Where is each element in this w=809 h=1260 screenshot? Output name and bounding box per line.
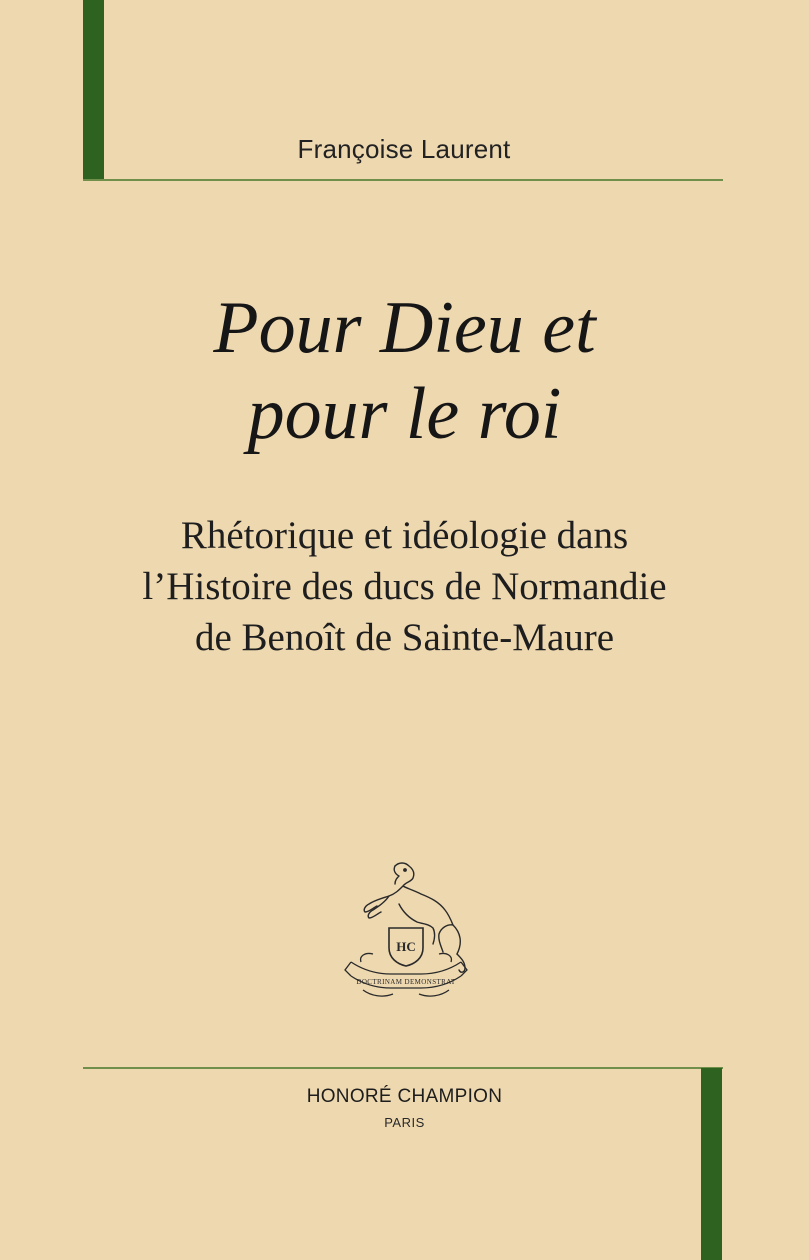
rearing-horse-emblem-icon	[343, 858, 469, 1000]
bottom-rule	[83, 1067, 723, 1069]
publisher-name: HONORÉ CHAMPION	[306, 1086, 503, 1107]
subtitle-line-1: Rhétorique et idéologie dans	[180, 514, 629, 557]
emblem-monogram: HC	[396, 939, 416, 954]
title-line-1: Pour Dieu et	[213, 287, 596, 369]
subtitle-line-3: de Benoît de Sainte-Maure	[194, 616, 615, 659]
publisher-city: PARIS	[384, 1115, 425, 1130]
title-line-2: pour le roi	[247, 373, 562, 455]
top-rule	[83, 179, 723, 181]
author-name: Françoise Laurent	[297, 134, 511, 164]
emblem-motto: DOCTRINAM DEMONSTRAT	[356, 978, 456, 986]
monogram-shield	[389, 928, 423, 966]
book-subtitle	[0, 510, 809, 663]
book-title	[0, 285, 809, 457]
subtitle-line-2: l’Histoire des ducs de Normandie	[142, 565, 667, 608]
top-accent-bar	[83, 0, 104, 181]
